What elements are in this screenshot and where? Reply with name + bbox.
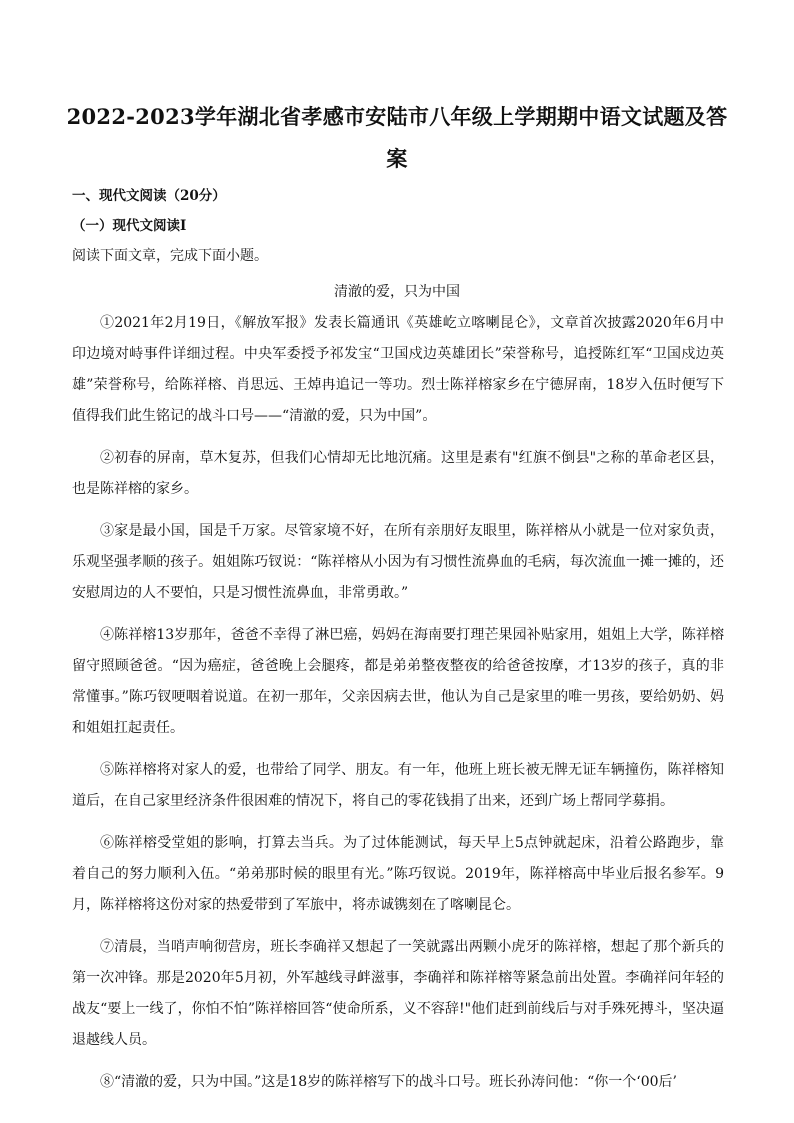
document-title: 2022-2023学年湖北省孝感市安陆市八年级上学期期中语文试题及答案 [66,104,728,171]
paragraph-1: ①2021年2月19日，《解放军报》发表长篇通讯《英雄屹立喀喇昆仑》，文章首次披露2020年6月中印边境对峙事件详细过程。中央军委授予祁发宝“卫国戍边英雄团长”荣誉称号，追授陈红军“卫国戍边英雄”荣誉称号，给陈祥榕、肖思远、王焯冉追记一等功。烈士陈祥榕家乡在宁德屏南，18岁入伍时便写下值得我们此生铭记的战斗口号——“清澈的爱，只为中国”。 [72,315,724,424]
paragraph-2: ②初春的屏南，草木复苏，但我们心情却无比地沉痛。这里是素有"红旗不倒县"之称的革命老区县，也是陈祥榕的家乡。 [72,450,724,497]
paragraph-3: ③家是最小国，国是千万家。尽管家境不好，在所有亲朋好友眼里，陈祥榕从小就是一位对家负责，乐观坚强孝顺的孩子。姐姐陈巧钗说：“陈祥榕从小因为有习惯性流鼻血的毛病，每次流血一摊一摊的，还安慰周边的人不要怕，只是习惯性流鼻血，非常勇敢。” [72,523,724,601]
paragraph-5: ⑤陈祥榕将对家人的爱，也带给了同学、朋友。有一年，他班上班长被无牌无证车辆撞伤，陈祥榕知道后，在自己家里经济条件很困难的情况下，将自己的零花钱捐了出来，还到广场上帮同学募捐。 [72,762,724,809]
paragraph-7: ⑦清晨，当哨声响彻营房，班长李确祥又想起了一笑就露出两颗小虎牙的陈祥榕，想起了那个新兵的第一次冲锋。那是2020年5月初，外军越线寻衅滋事，李确祥和陈祥榕等紧急前出处置。李确祥问年轻的战友“要上一线了，你怕不怕”陈祥榕回答“使命所系，义不容辞!"他们赶到前线后与对手殊死搏斗，坚决逼退越线人员。 [72,939,724,1048]
paragraph-8: ⑧“清澈的爱，只为中国。”这是18岁的陈祥榕写下的战斗口号。班长孙涛问他：“你一个‘00后’ [100,1074,677,1090]
paragraph-6: ⑥陈祥榕受堂姐的影响，打算去当兵。为了过体能测试，每天早上5点钟就起床，沿着公路跑步，靠着自己的努力顺利入伍。“弟弟那时候的眼里有光。”陈巧钗说。2019年，陈祥榕高中毕业后报名参军。9月，陈祥榕将这份对家的热爱带到了军旅中，将赤诚镌刻在了喀喇昆仑。 [72,835,724,913]
section-heading: 一、现代文阅读（20分） [72,188,226,204]
subsection-heading: （一）现代文阅读I [72,218,187,234]
instruction-text: 阅读下面文章，完成下面小题。 [72,248,268,264]
article-body [72,308,724,1109]
article-title: 清澈的爱，只为中国 [334,284,460,300]
paragraph-4: ④陈祥榕13岁那年，爸爸不幸得了淋巴癌，妈妈在海南要打理芒果园补贴家用，姐姐上大学，陈祥榕留守照顾爸爸。“因为癌症，爸爸晚上会腿疼，都是弟弟整夜整夜的给爸爸按摩，才13岁的孩子，真的非常懂事。”陈巧钗哽咽着说道。在初一那年，父亲因病去世，他认为自己是家里的唯一男孩，要给奶奶、妈和姐姐扛起责任。 [72,627,724,736]
